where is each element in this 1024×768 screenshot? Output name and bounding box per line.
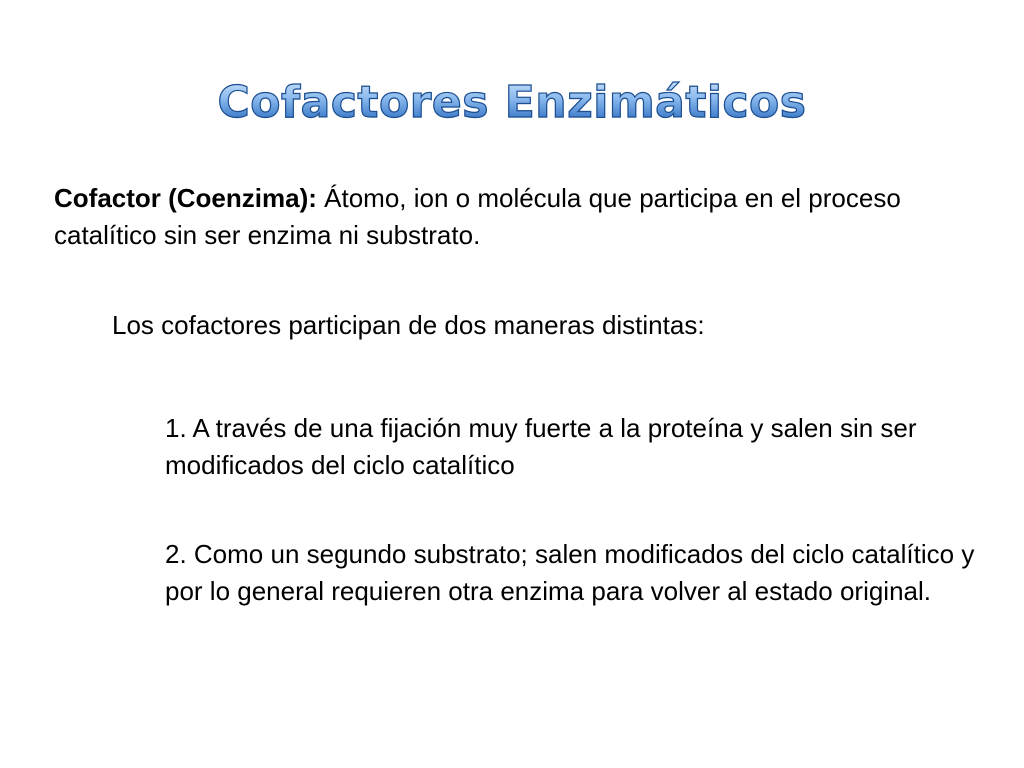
definition-term: Cofactor (Coenzima): [54,183,317,213]
list-item-2: 2. Como un segundo substrato; salen modificados del ciclo catalítico y por lo general requieren otra enzima para volver al estado original. [165,539,975,606]
slide-title: Cofactores Enzimáticos [0,77,1024,128]
list-item-1: 1. A través de una fijación muy fuerte a la proteína y salen sin ser modificados del ciclo catalítico [165,413,917,480]
intro-text: Los cofactores participan de dos maneras distintas: [112,310,705,340]
definition-text: Átomo, ion o molécula que participa en el proceso catalítico sin ser enzima ni substrato. [54,183,901,250]
definition-paragraph [54,180,974,254]
